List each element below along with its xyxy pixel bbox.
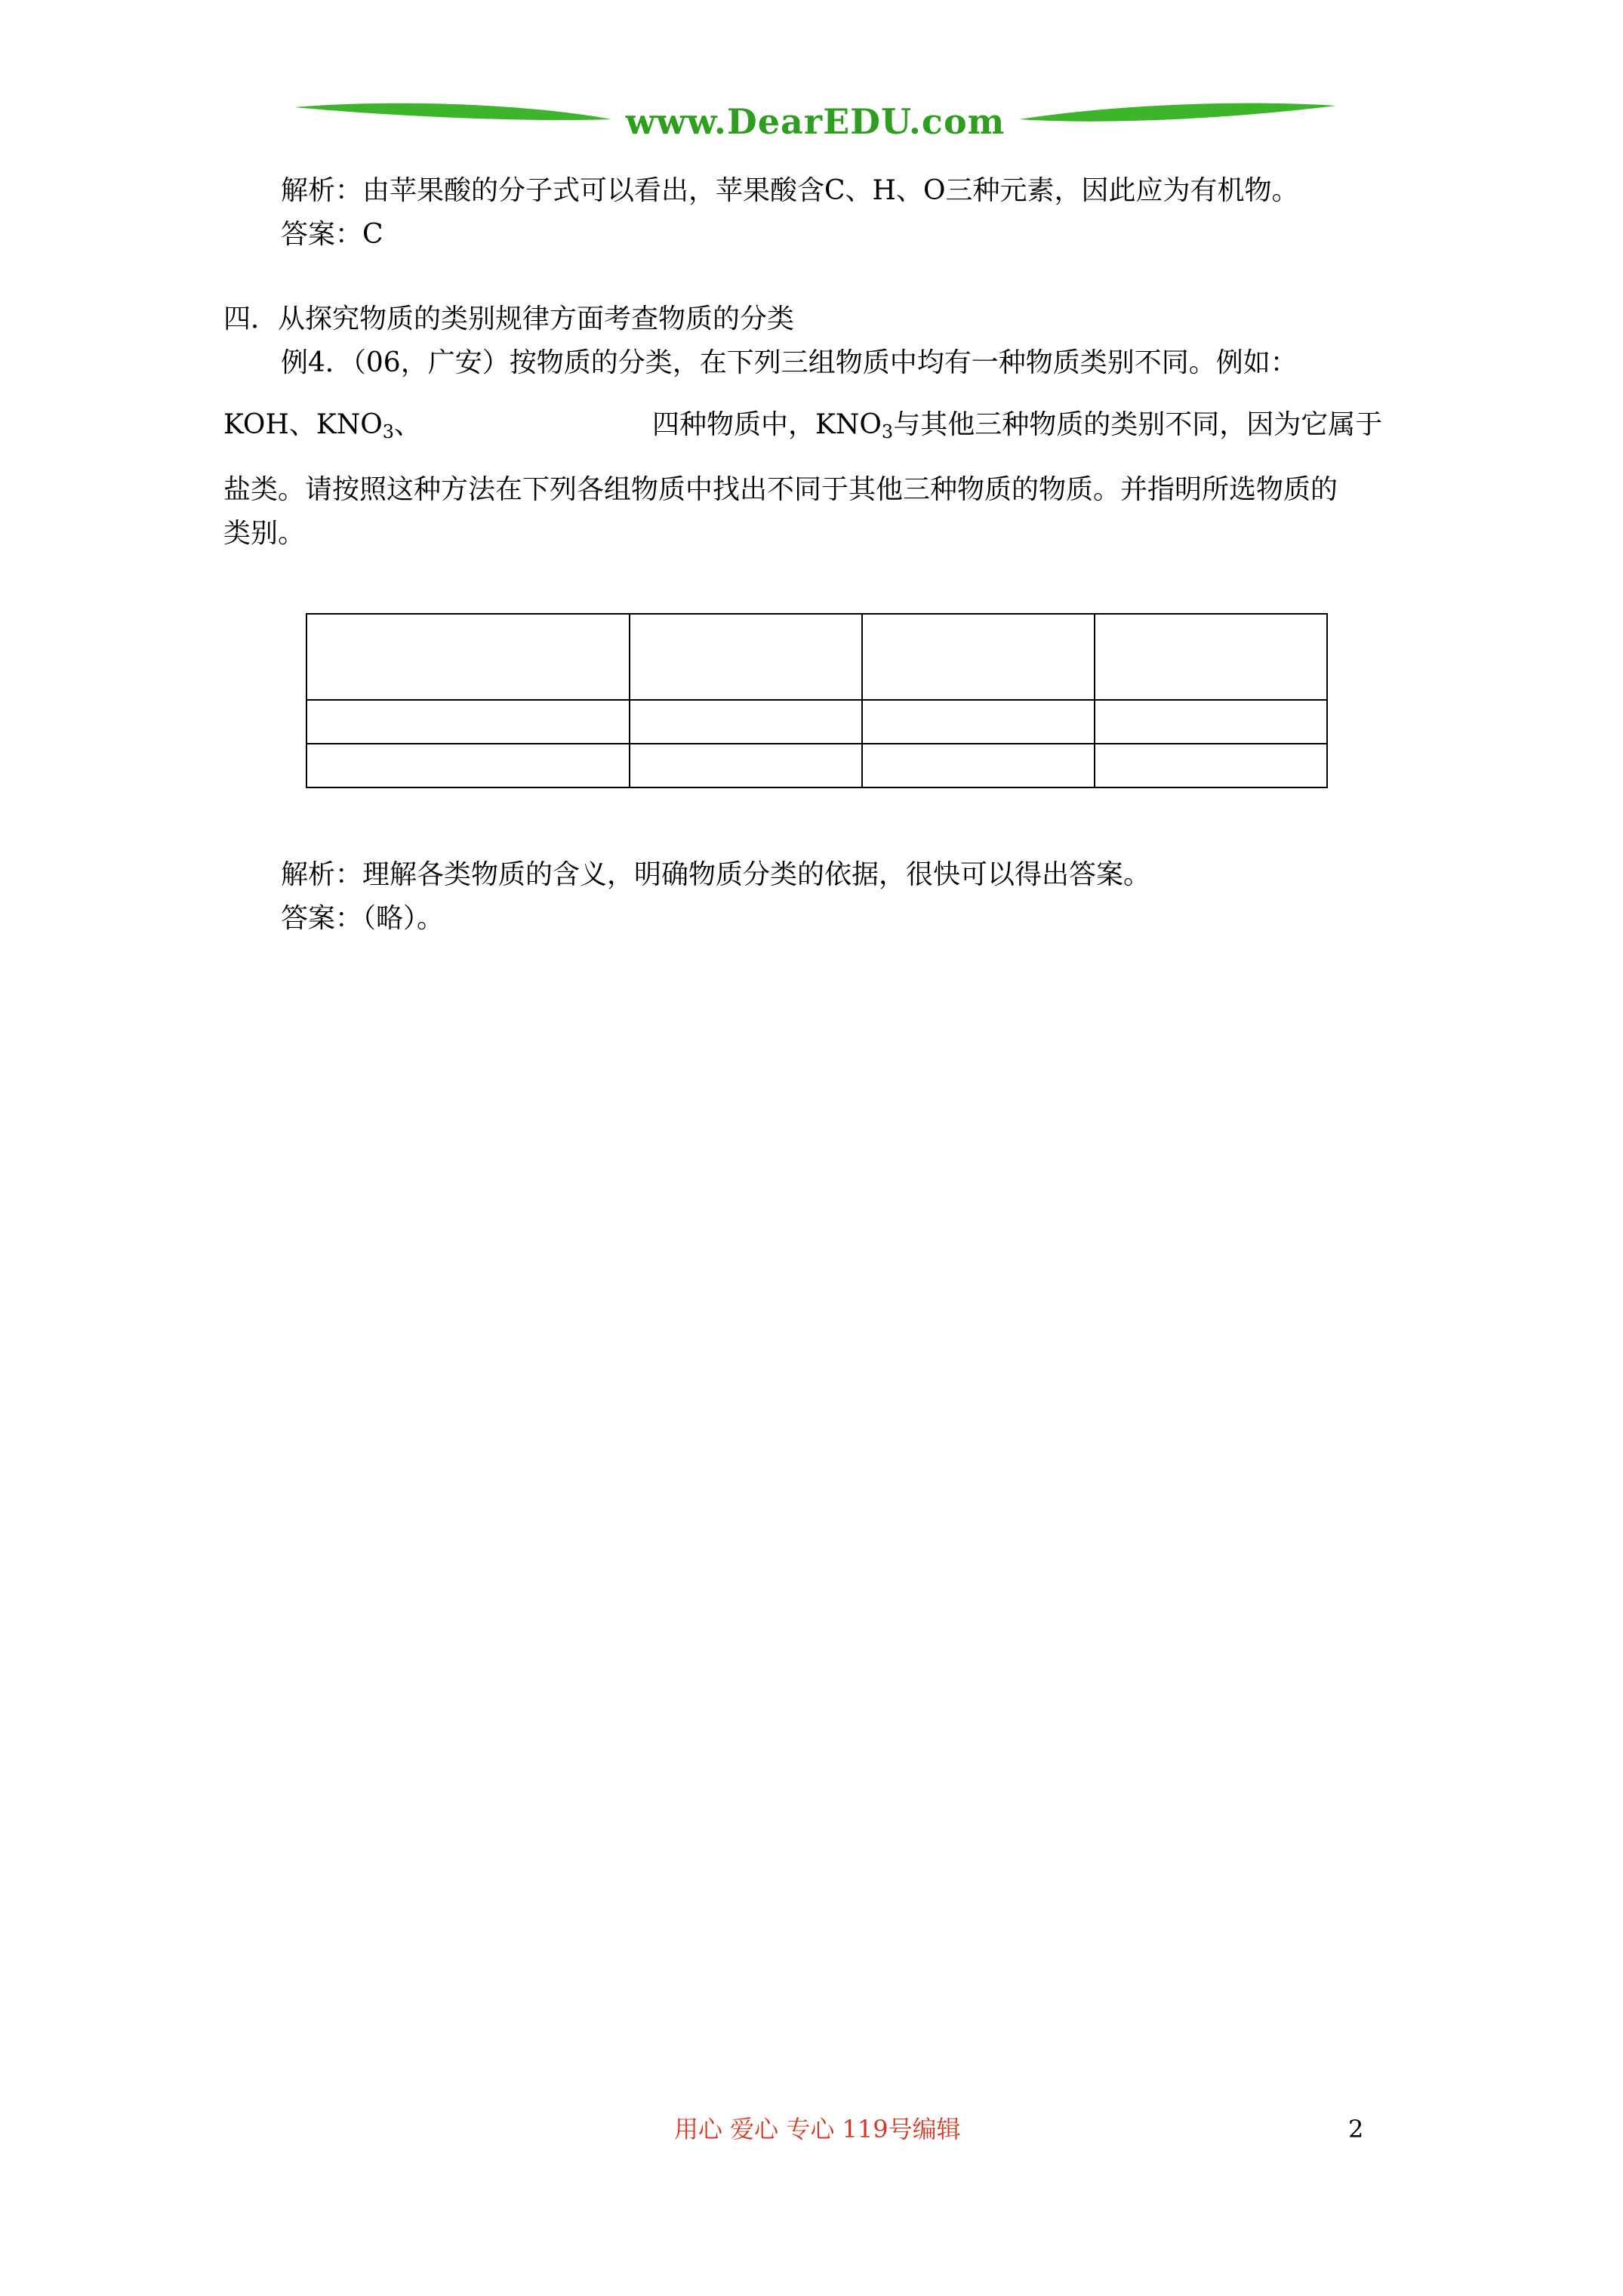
table-cell (1095, 744, 1327, 787)
formula-subscript-1: 3 (382, 421, 395, 442)
table-cell (1095, 700, 1327, 744)
analysis-line-2: 解析：理解各类物质的含义，明确物质分类的依据，很快可以得出答案。 (281, 859, 1151, 890)
analysis-line-1: 解析：由苹果酸的分子式可以看出，苹果酸含C、H、O三种元素，因此应为有机物。 (281, 175, 1299, 206)
formula-prefix: KOH、KNO (223, 409, 383, 440)
formula-subscript-2: 3 (881, 421, 894, 442)
table-row (306, 614, 1327, 700)
table-cell (862, 614, 1095, 700)
site-logo-text: www.DearEDU.com (625, 101, 1006, 142)
classification-table (306, 613, 1328, 788)
formula-suffix: 与其他三种物质的类别不同，因为它属于 (893, 409, 1383, 440)
table-row (306, 744, 1327, 787)
answer-line-1: 答案：C (281, 219, 383, 250)
table-cell (306, 744, 630, 787)
answer-line-2: 答案：（略）。 (281, 903, 445, 934)
formula-line-start (223, 408, 421, 449)
formula-middle: 四种物质中，KNO (652, 409, 882, 440)
table-cell (630, 744, 862, 787)
footer-text: 用心 爱心 专心 119号编辑 (674, 2115, 961, 2143)
table-cell (630, 614, 862, 700)
site-header-logo (294, 100, 1336, 145)
instruction-line-end: 类别。 (223, 518, 306, 549)
table-row (306, 700, 1327, 744)
table-cell (862, 744, 1095, 787)
table-cell (306, 700, 630, 744)
formula-separator: 、 (394, 409, 422, 440)
table-cell (306, 614, 630, 700)
formula-line-end (652, 408, 1382, 449)
table-cell (630, 700, 862, 744)
table-cell (862, 700, 1095, 744)
table-cell (1095, 614, 1327, 700)
page-number: 2 (1348, 2115, 1364, 2143)
section-heading: 四．从探究物质的类别规律方面考查物质的分类 (223, 304, 795, 334)
example-line: 例4．（06，广安）按物质的分类，在下列三组物质中均有一种物质类别不同。例如： (281, 347, 1298, 378)
instruction-line: 盐类。请按照这种方法在下列各组物质中找出不同于其他三种物质的物质。并指明所选物质的 (223, 474, 1338, 505)
